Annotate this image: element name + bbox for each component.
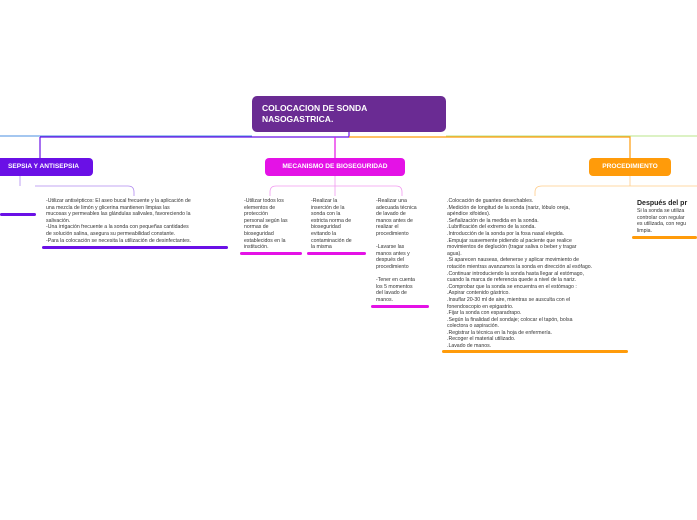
leaf-insercion[interactable]: -Realizar la inserción de la sonda con la estricta norma de bioseguridad evitando la contaminación de la misma	[311, 198, 352, 251]
leaf-lavado[interactable]: -Realizar una adecuada técnica de lavado de manos antes de realizar el procedimiento -Lavarse las manos antes y después del procedimiento -Tener en cuenta los 5 momentos del lavado de manos.	[376, 198, 417, 303]
leaf-underline	[371, 305, 429, 308]
leaf-despues[interactable]: Si la sonda se utiliza controlar con regular es utilizada, con regu limpia.	[637, 208, 687, 234]
leaf-despues-title[interactable]: Después del pr	[637, 200, 688, 207]
branch-bioseguridad-label: MECANISMO DE BIOSEGURIDAD	[282, 163, 388, 170]
branch-procedimiento[interactable]	[589, 158, 671, 176]
branch-bioseguridad[interactable]	[265, 158, 405, 176]
leaf-underline	[0, 213, 36, 216]
central-topic[interactable]	[252, 96, 446, 132]
leaf-underline	[42, 246, 228, 249]
leaf-pasos[interactable]: .Colocación de guantes desechables. .Medición de longitud de la sonda (nariz, lóbulo oreja, apéndice xifoides). .Señalización de la medida en la sonda. .Lubrificación del extremo de la sonda. .Introducción de la sonda por la fosa nasal elegida. .Empujar suavemente pidiendo al paciente que realice movimientos de deglución (tragar saliva o beber y tragar agua). .Si aparecen nauseas, detenerse y aplicar movimiento de rotación mientras avanzamos la sonda en dirección al esófago. .Continuar introduciendo la sonda hasta llegar al estómago, cuando la marca de referencia quede a nivel de la nariz. .Comprobar que la sonda se encuentra en el estómago : .Aspirar contenido gástrico. .Insuflar 20-30 ml de aire, mientras se ausculta con el fonendoscopio en epigastrio. .Fijar la sonda con esparadrapo. .Según la finalidad del sondaje; colocar el tapón, bolsa colectora o aspiración. .Registrar la técnica en la hoja de enfermería. .Recoger el material utilizado. .Lavado de manos.	[447, 198, 593, 350]
leaf-underline	[442, 350, 628, 353]
branch-asepsia[interactable]	[0, 158, 93, 176]
leaf-underline	[240, 252, 302, 255]
central-topic-title: COLOCACION DE SONDA NASOGASTRICA.	[262, 103, 367, 124]
leaf-proteccion[interactable]: -Utilizar todos los elementos de protección personal según las normas de bioseguridad establecidos en la institución.	[244, 198, 288, 251]
branch-procedimiento-label: PROCEDIMIENTO	[602, 163, 658, 170]
leaf-underline	[632, 236, 697, 239]
leaf-antisepticos[interactable]: -Utilizar antisépticos: El aseo bucal frecuente y la aplicación de una mezcla de limón y glicerina mantienen limpias las mucosas y permeables las glándulas salivales, favoreciendo la salivación. -Una irrigación frecuente a la sonda con pequeñas cantidades de solución salina, asegura su permeabilidad constante. -Para la colocación se necesita la utilización de desinfectantes.	[46, 198, 192, 244]
branch-asepsia-label: SEPSIA Y ANTISEPSIA	[7, 163, 80, 170]
leaf-underline	[307, 252, 366, 255]
